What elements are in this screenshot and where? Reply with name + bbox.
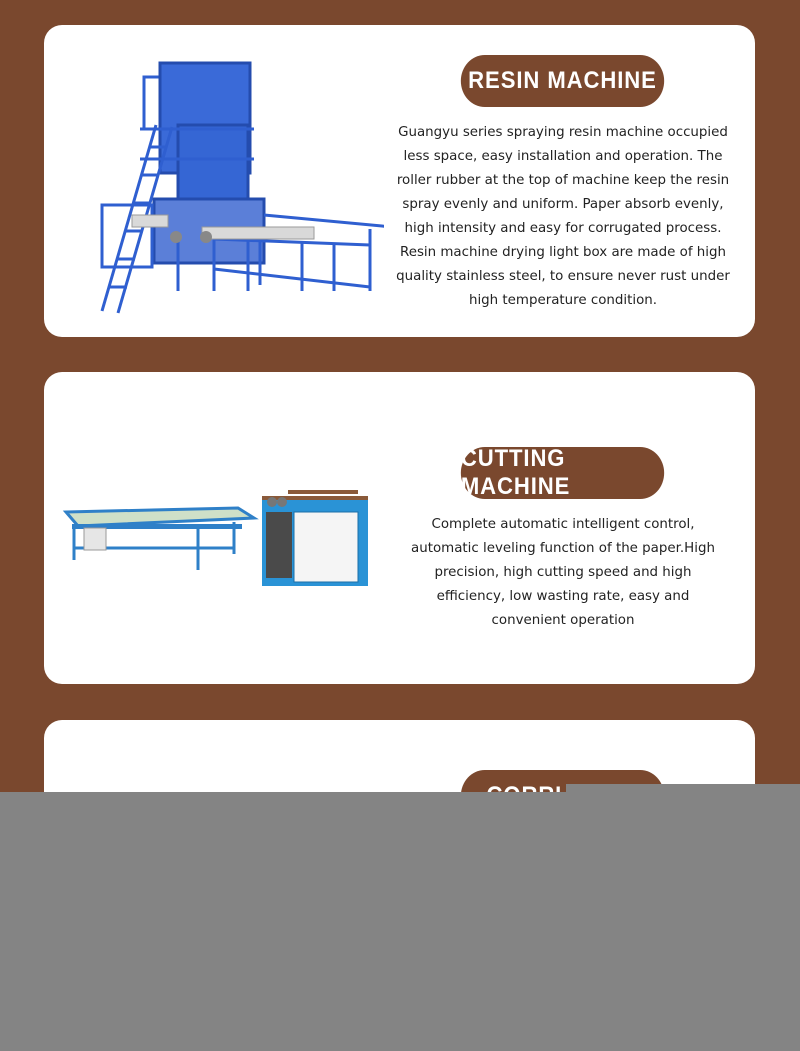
gray-overlay (0, 792, 800, 1051)
cutting-machine-description (400, 513, 726, 633)
cutting-machine-title: CUTTING MACHINE (461, 447, 664, 499)
resin-machine-image (94, 55, 384, 317)
resin-machine-description (390, 121, 736, 313)
resin-machine-paragraph-1: Guangyu series spraying resin machine occupied less space, easy installation and operation. The roller rubber at the top of machine keep the resin spray evenly and uniform. Paper absorb evenly, high intensity and easy for corrugated process. (396, 125, 730, 236)
resin-machine-title: RESIN MACHINE (461, 55, 664, 107)
cutting-machine-paragraph-1: Complete automatic intelligent control, automatic leveling function of the paper.High precision, high cutting speed and high efficiency, low wasting rate, easy and convenient operation (411, 517, 715, 628)
cutting-machine-card (44, 372, 755, 684)
resin-machine-paragraph-2: Resin machine drying light box are made of high quality stainless steel, to ensure never rust under high temperature condition. (396, 245, 730, 308)
resin-machine-card (44, 25, 755, 337)
cutting-machine-image (58, 488, 378, 588)
